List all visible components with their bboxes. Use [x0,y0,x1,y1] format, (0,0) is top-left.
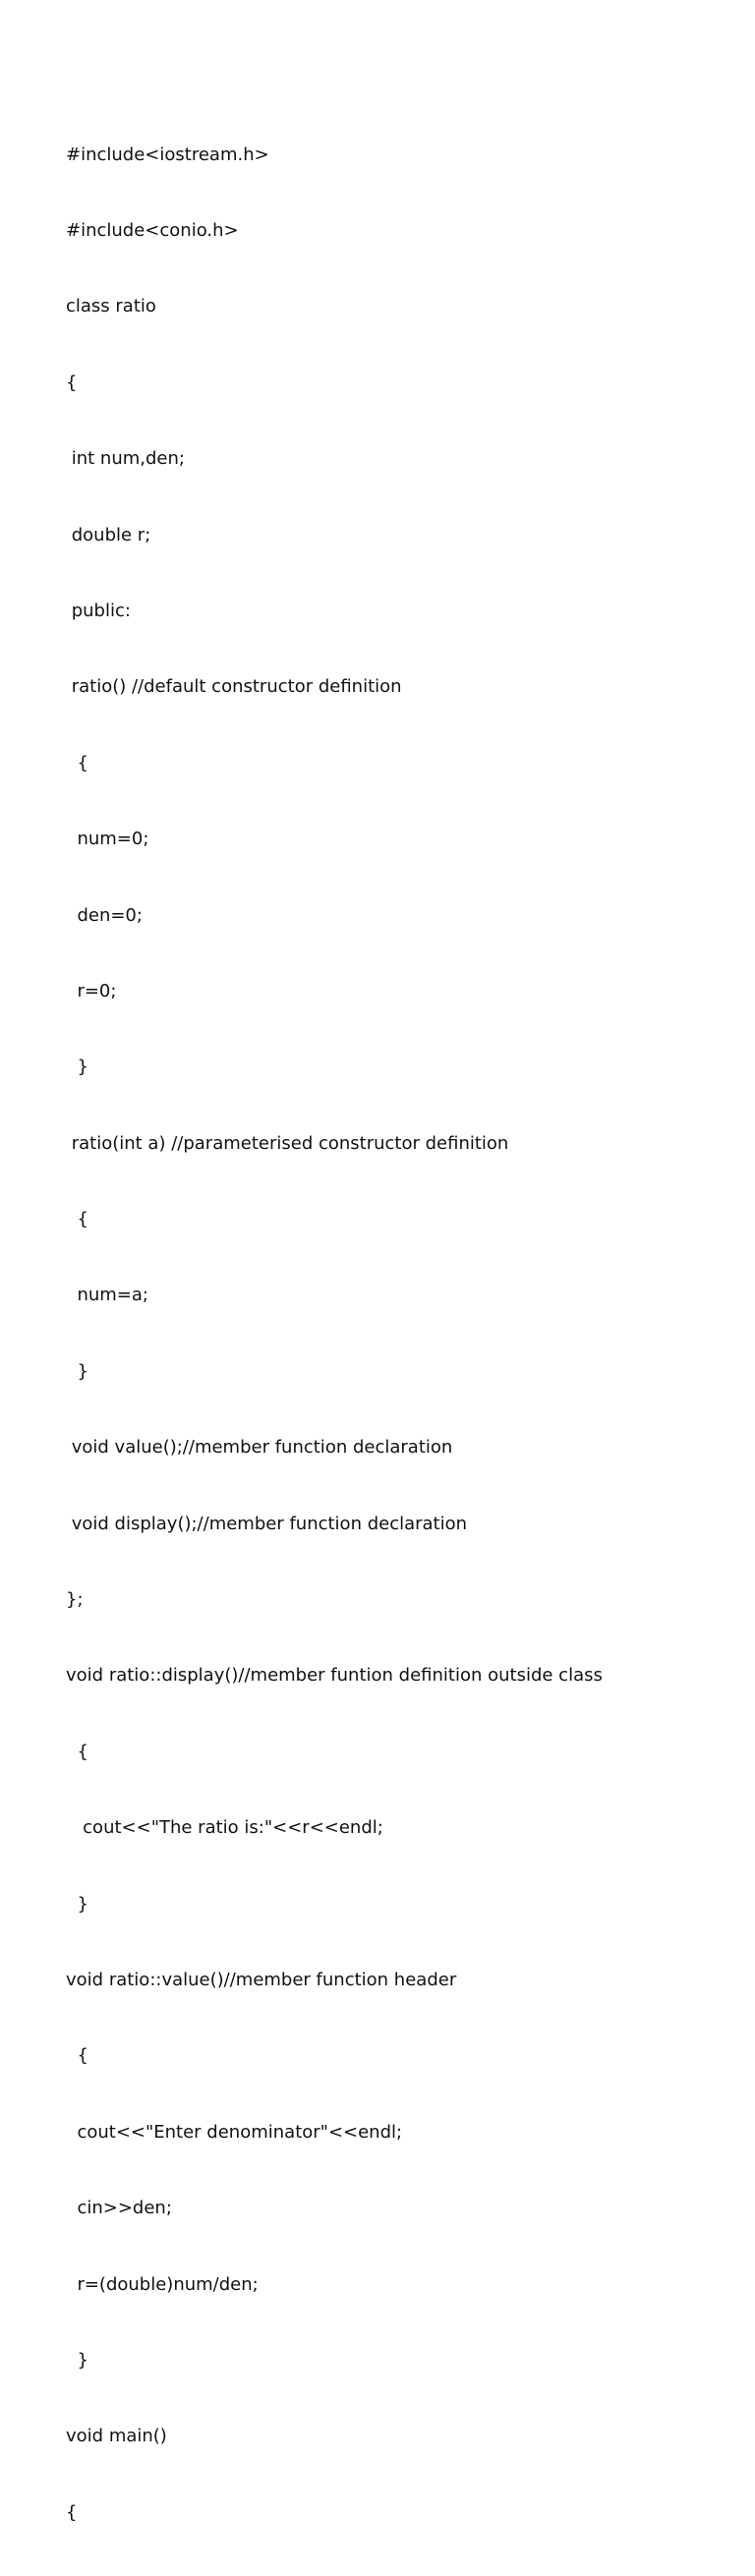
code-line: { [66,2501,78,2523]
code-line: r=(double)num/den; [66,2273,259,2295]
code-line: cout<<"Enter denominator"<<endl; [66,2121,403,2143]
code-line: }; [66,1589,84,1611]
code-line: ratio(int a) //parameterised constructor definition [66,1132,509,1154]
code-line: } [66,1360,88,1382]
code-line: void display();//member function declaration [66,1513,468,1534]
code-listing [66,91,603,2576]
code-line: den=0; [66,904,143,926]
code-line: } [66,1893,88,1915]
code-line: void ratio::value()//member function header [66,1969,457,1990]
code-line: class ratio [66,296,156,317]
code-line: double r; [66,524,151,545]
code-line: void ratio::display()//member funtion definition outside class [66,1665,603,1687]
code-line: void main() [66,2426,167,2447]
code-line: num=a; [66,1285,148,1306]
code-line: { [66,2045,88,2067]
code-line: { [66,1741,88,1762]
code-line: { [66,752,88,773]
code-line: int num,den; [66,448,185,470]
code-line: num=0; [66,829,149,850]
code-line: #include<iostream.h> [66,143,269,165]
code-line: cout<<"The ratio is:"<<r<<endl; [66,1817,383,1839]
code-line: ratio() //default constructor definition [66,676,402,698]
code-line: { [66,372,78,393]
code-line: void value();//member function declaration [66,1437,453,1459]
code-line: cin>>den; [66,2198,172,2219]
code-line: public: [66,600,131,621]
code-line: #include<conio.h> [66,219,239,241]
code-line: } [66,2349,88,2371]
code-line: r=0; [66,980,117,1002]
code-line: } [66,1057,88,1078]
code-line: { [66,1209,88,1231]
